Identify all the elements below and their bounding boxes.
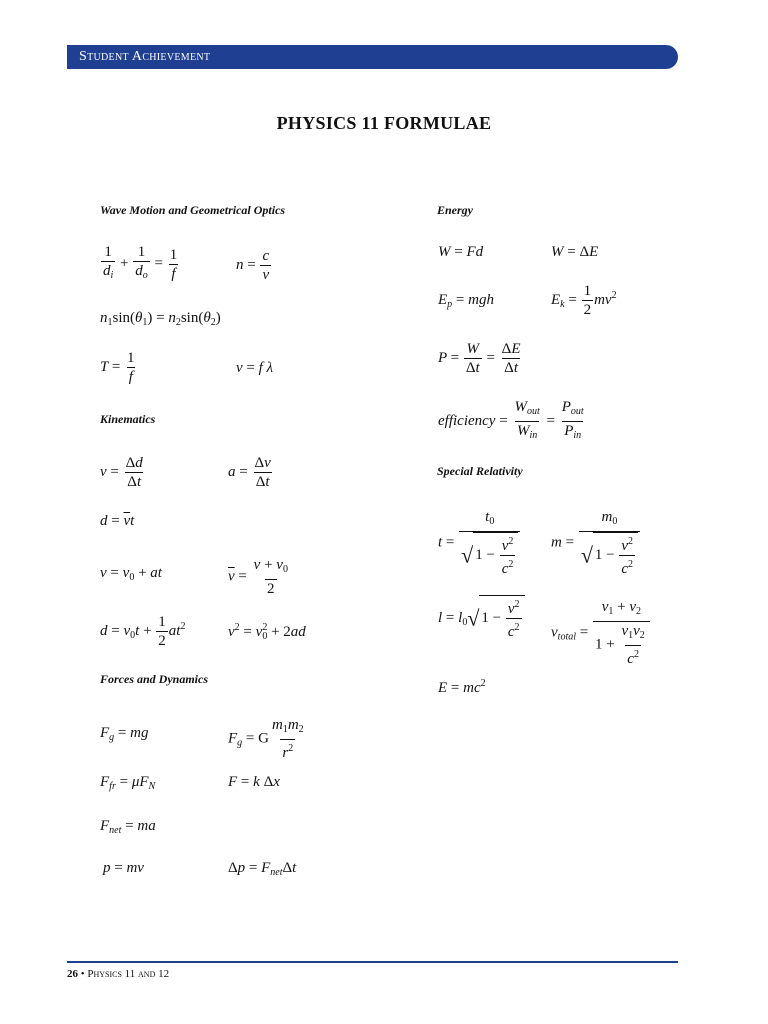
formula-thin-lens: $\frac{1}{d_i}$ + $\frac{1}{d_o}$ = $\frac{1}{f}$: [100, 243, 180, 285]
section-heading-energy: Energy: [437, 203, 473, 217]
formula-displacement: $d = v_0t$ + $\frac{1}{2}$ $at^2$: [100, 614, 186, 649]
formula-acceleration: a = $\frac{\Delta v}{\Delta t}$: [228, 455, 271, 490]
formula-weight: $F_g$ = mg: [100, 725, 149, 743]
formula-work-energy: W = ΔE: [551, 244, 599, 260]
page-title: PHYSICS 11 FORMULAE: [276, 113, 492, 133]
formula-v-average: $\overline{v}$ = $\frac{v + v_0}{2}$: [228, 557, 288, 597]
formula-period: T = $\frac{1}{f}$: [100, 350, 135, 385]
formula-newton-second: $F_{net}$ = ma: [100, 818, 156, 836]
formula-time-dilation: t = $t_0$ √ 1 − $\frac{v^2}{c^2}$: [438, 508, 521, 578]
footer-book-title: Physics 11 and 12: [87, 968, 170, 980]
formula-hooke: F = k Δx: [228, 774, 280, 790]
formula-snell: $n_1\sin(\theta_1) = n_2\sin(\theta_2)$: [100, 310, 221, 328]
formula-wave-speed: v = f λ: [236, 360, 274, 376]
section-banner: Student Achievement: [67, 45, 678, 69]
footer-bullet: •: [80, 968, 85, 980]
formula-velocity-addition: $v_{total}$ = $v_1 + v_2$ 1 + $\frac{v_1v_2}{c^2}$: [551, 598, 651, 668]
formula-potential-energy: $E_p$ = mgh: [438, 292, 494, 310]
section-heading-kinematics: Kinematics: [100, 412, 156, 426]
formula-work: W = Fd: [438, 244, 484, 260]
footer: [67, 968, 169, 980]
formula-displacement-avg: $d = \overline{v}t$: [100, 513, 135, 529]
formula-v-squared: $v^2 = v_0^2 + 2ad$: [228, 622, 306, 642]
formula-refractive-index: n = $\frac{c}{v}$: [236, 248, 270, 283]
section-heading-forces: Forces and Dynamics: [100, 672, 208, 686]
formula-friction: $F_{fr} = \mu F_N$: [100, 774, 156, 792]
formula-power: P = $\frac{W}{\Delta t}$ = $\frac{\Delta E}{\Delta t}$: [438, 341, 521, 376]
formula-momentum: p = mv: [103, 860, 144, 876]
formula-length-contraction: $l = l_0√$ 1 − $\frac{v^2}{c^2}$: [438, 595, 525, 641]
formula-mass-energy: $E = mc^2$: [438, 678, 486, 696]
formula-velocity: v = $\frac{\Delta d}{\Delta t}$: [100, 455, 143, 490]
formula-v-final: $v = v_0$ + at: [100, 565, 162, 583]
formula-relativistic-mass: m = $m_0$ √ 1 − $\frac{v^2}{c^2}$: [551, 508, 641, 578]
formula-impulse: $\Delta p = F_{net}\Delta t$: [228, 860, 297, 878]
page-number: 26: [67, 968, 78, 980]
section-heading-relativity: Special Relativity: [437, 464, 523, 478]
formula-gravitation: $F_g = G$ $\frac{m_1m_2}{r^2}$: [228, 717, 304, 761]
formula-efficiency: efficiency = $W_{out}$ $W_{in}$ = $P_{out}$ $P_{in}$: [438, 398, 587, 445]
section-heading-wave: Wave Motion and Geometrical Optics: [100, 203, 286, 217]
footer-rule: [67, 961, 678, 963]
formula-kinetic-energy: $E_k$ = $\frac{1}{2}$ $mv^2$: [551, 283, 617, 318]
